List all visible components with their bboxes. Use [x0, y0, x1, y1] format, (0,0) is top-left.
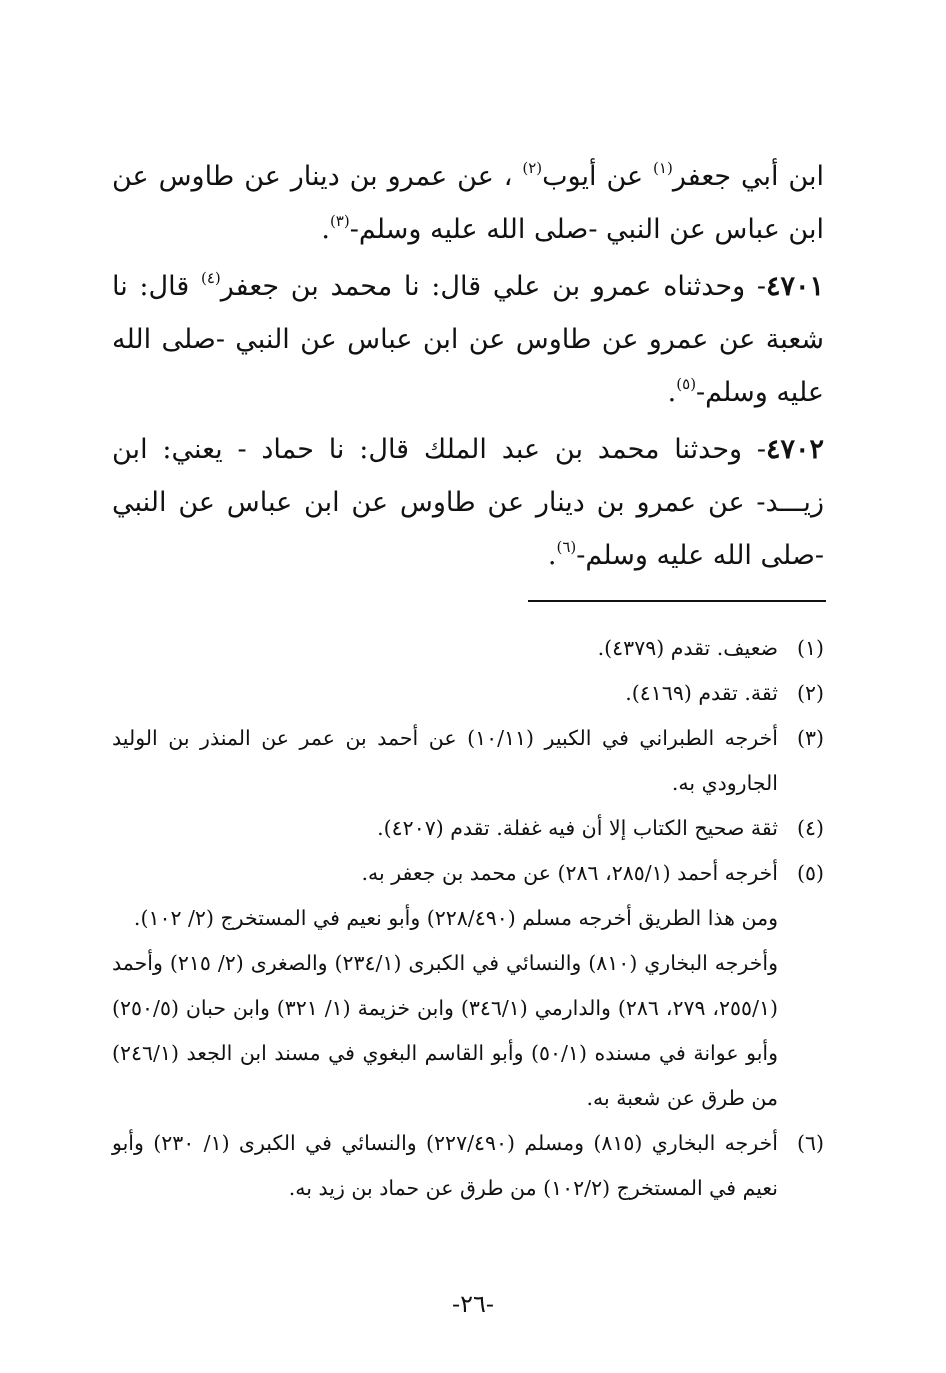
hadith-number: ٤٧٠١: [765, 271, 824, 302]
footnote-text: أخرجه أحمد (٢٨٥/١، ٢٨٦) عن محمد بن جعفر به.: [361, 861, 778, 885]
footnote-label: (٥): [796, 861, 824, 885]
footnote-label: (٣): [796, 726, 824, 750]
footnote-text: ضعيف. تقدم (٤٣٧٩).: [597, 636, 778, 660]
page-number: -٢٦-: [452, 1290, 494, 1318]
main-text: [112, 150, 824, 586]
footnote-divider: [528, 600, 826, 602]
footnote-3: [112, 716, 824, 806]
footnote-ref-3: (٣): [329, 212, 350, 230]
footnote-text: أخرجه البخاري (٨١٥) ومسلم (٢٢٧/٤٩٠) والنسائي في الكبرى (١/ ٢٣٠) وأبو نعيم في المستخرج (١٠٢/٢) من طرق عن حماد بن زيد به.: [112, 1131, 778, 1200]
text-run: ابن أبي جعفر: [672, 161, 824, 192]
footnote-5-continuation: [112, 941, 824, 1121]
footnote-text: وأخرجه البخاري (٨١٠) والنسائي في الكبرى (٢٣٤/١) والصغرى (٢/ ٢١٥) وأحمد (٢٥٥/١، ٢٧٩، ٢٨٦) والدارمي (٣٤٦/١) وابن خزيمة (١/ ٣٢١) وابن حبان (٢٥٠/٥) وأبو عوانة في مسنده (٥٠/١) وأبو القاسم البغوي في مسند ابن الجعد (٢٤٦/١) من طرق عن شعبة به.: [112, 951, 778, 1110]
footnote-label: (٦): [796, 1131, 824, 1155]
text-run: عن أيوب: [542, 161, 654, 192]
text-run: قال: نا شعبة عن عمرو عن طاوس عن ابن عباس عن النبي -صلى الله عليه وسلم-: [112, 271, 824, 408]
footnote-label: (١): [796, 636, 824, 660]
footnote-5-continuation: [112, 896, 824, 941]
footnotes: [112, 626, 824, 1211]
footnote-ref-4: (٤): [200, 269, 221, 287]
text-run: .: [321, 214, 330, 245]
text-run: .: [667, 377, 677, 408]
footnote-ref-2: (٢): [522, 159, 543, 177]
text-run: .: [547, 540, 557, 571]
footnote-label: (٢): [796, 681, 824, 705]
footnote-6: [112, 1121, 824, 1211]
text-run: - وحدثناه عمرو بن علي قال: نا محمد بن جعفر: [220, 271, 766, 302]
paragraph-continuation: [112, 150, 824, 256]
footnote-ref-1: (١): [653, 159, 673, 177]
text-run: - وحدثنا محمد بن عبد الملك قال: نا حماد - يعني: ابن زيـــد- عن عمرو بن دينار عن طاوس عن ابن عباس عن النبي -صلى الله عليه وسلم-: [112, 434, 824, 571]
footnote-label: (٤): [796, 816, 824, 840]
footnote-5: [112, 851, 824, 896]
footnote-1: [112, 626, 824, 671]
hadith-number: ٤٧٠٢: [765, 434, 824, 465]
text-run: ، عن عمرو بن دينار عن طاوس عن ابن عباس عن النبي -صلى الله عليه وسلم-: [112, 161, 824, 245]
hadith-4701: [112, 260, 824, 419]
footnote-text: أخرجه الطبراني في الكبير (١٠/١١) عن أحمد بن عمر عن المنذر بن الوليد الجارودي به.: [112, 726, 778, 795]
footnote-ref-6: (٦): [556, 538, 577, 556]
footnote-2: [112, 671, 824, 716]
footnote-4: [112, 806, 824, 851]
footnote-text: ثقة صحيح الكتاب إلا أن فيه غفلة. تقدم (٤٢٠٧).: [377, 816, 778, 840]
hadith-4702: [112, 423, 824, 582]
footnote-ref-5: (٥): [676, 375, 697, 393]
footnote-text: ومن هذا الطريق أخرجه مسلم (٢٢٨/٤٩٠) وأبو نعيم في المستخرج (٢/ ١٠٢).: [133, 906, 778, 930]
footnote-text: ثقة. تقدم (٤١٦٩).: [625, 681, 778, 705]
